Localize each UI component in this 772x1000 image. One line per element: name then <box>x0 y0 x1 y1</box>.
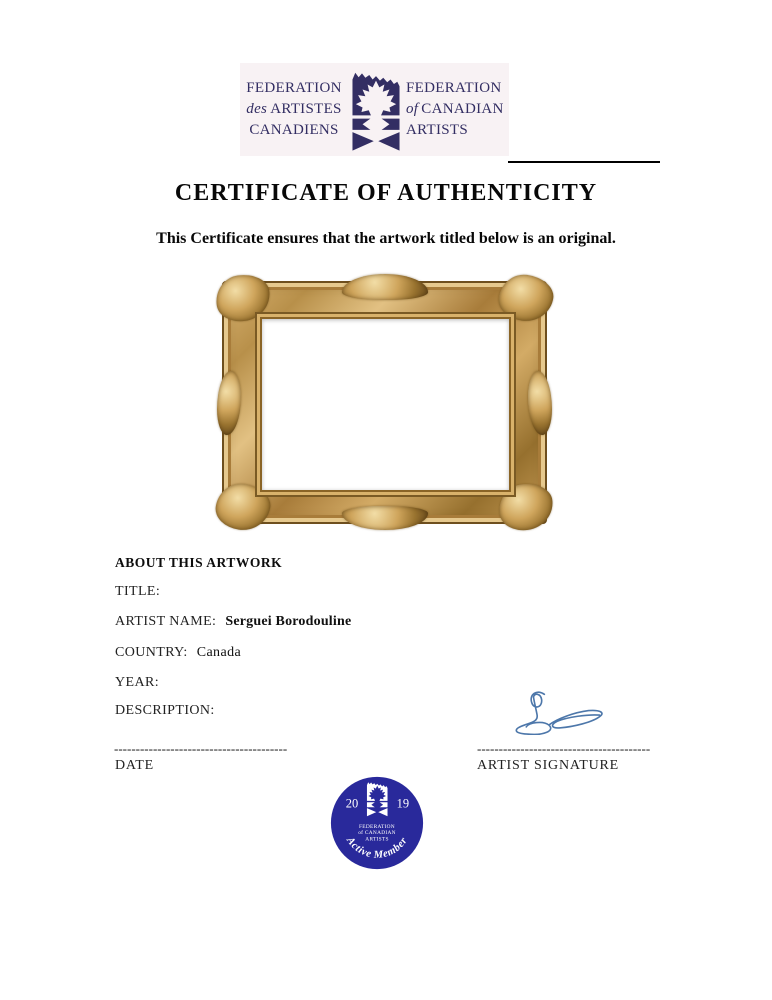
field-title <box>115 584 169 600</box>
field-description <box>115 703 224 719</box>
logo-english-line3: ARTISTS <box>406 122 469 138</box>
frame-ornament-bottom-crest <box>342 506 428 530</box>
logo-french-line3: CANADIENS <box>249 122 339 138</box>
field-artist-label: ARTIST NAME: <box>115 614 217 629</box>
badge-year-right: 19 <box>396 796 410 811</box>
badge-member-text: Active Member <box>344 835 410 861</box>
field-country-label: COUNTRY: <box>115 645 188 660</box>
field-description-label: DESCRIPTION: <box>115 703 215 718</box>
certificate-subtitle: This Certificate ensures that the artwork titled below is an original. <box>156 230 616 247</box>
signature-stroke <box>516 692 602 734</box>
frame-ornament-top-crest <box>342 274 428 300</box>
field-year-label: YEAR: <box>115 675 159 690</box>
frame-ornament-left <box>217 371 241 435</box>
logo-text-french <box>243 78 345 141</box>
badge-org-line2: of CANADIAN <box>358 830 396 837</box>
certificate-title: CERTIFICATE OF AUTHENTICITY <box>174 180 598 206</box>
gold-picture-frame <box>222 281 547 524</box>
badge-year-left: 20 <box>345 796 359 811</box>
logo-french-line1: FEDERATION <box>246 80 342 96</box>
logo-english-line1: FEDERATION <box>406 80 502 96</box>
about-heading: ABOUT THIS ARTWORK <box>115 555 283 570</box>
logo-english-canadian: CANADIAN <box>421 101 504 117</box>
field-artist-value: Serguei Borodouline <box>225 614 352 629</box>
frame-opening <box>260 317 511 492</box>
logo-french-des: des <box>246 101 268 117</box>
active-member-badge <box>329 775 425 871</box>
date-line: ---------------------------------------- <box>114 741 288 756</box>
field-artist-name <box>115 614 351 630</box>
logo-english-of: of <box>406 101 419 117</box>
logo-french-line2 <box>243 99 345 120</box>
field-title-label: TITLE: <box>115 584 161 599</box>
field-country <box>115 645 241 661</box>
badge-org-line1: FEDERATION <box>359 823 395 830</box>
header-rule <box>508 161 660 163</box>
fca-logo-block <box>240 63 509 156</box>
maple-leaf-logo-icon <box>348 69 404 151</box>
logo-french-artistes: ARTISTES <box>270 101 342 117</box>
field-country-value: Canada <box>196 645 242 660</box>
logo-text-english <box>406 78 506 141</box>
frame-ornament-right <box>528 371 552 435</box>
date-label: DATE <box>115 758 154 773</box>
logo-english-line2 <box>406 99 506 120</box>
field-year <box>115 675 168 691</box>
artist-signature-label: ARTIST SIGNATURE <box>477 758 619 773</box>
artist-signature-image <box>507 688 607 735</box>
badge-org-line3: ARTISTS <box>365 836 389 843</box>
artist-signature-line: ---------------------------------------- <box>477 741 651 756</box>
